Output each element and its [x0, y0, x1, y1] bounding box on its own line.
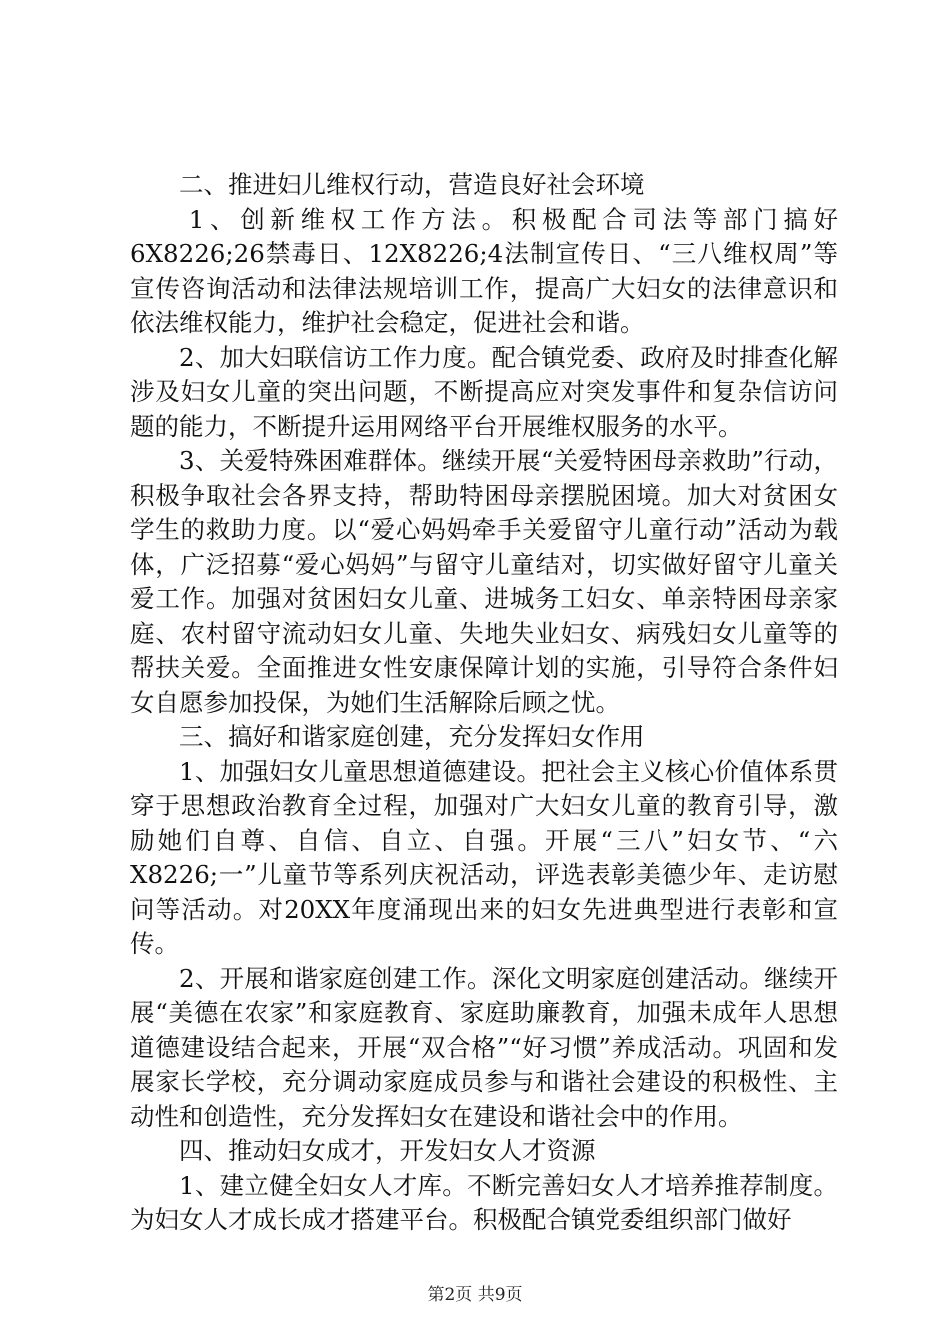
section-heading-2: 二、推进妇儿维权行动，营造良好社会环境: [179, 170, 645, 199]
section-heading-4: 四、推动妇女成才，开发妇女人才资源: [179, 1136, 596, 1165]
paragraph-rights-methods: 1、创新维权工作方法。积极配合司法等部门搞好6X8226;26禁毒日、12X8226;4法制宣传日、“三八维权周”等宣传咨询活动和法律法规培训工作，提高广大妇女的法律意识和依法维权能力，维护社会稳定，促进社会和谐。: [130, 204, 838, 337]
paragraph-petition-work: 2、加大妇联信访工作力度。配合镇党委、政府及时排查化解涉及妇女儿童的突出问题，不断提高应对突发事件和复杂信访问题的能力，不断提升运用网络平台开展维权服务的水平。: [130, 342, 838, 441]
document-body: [130, 168, 838, 1238]
paragraph-moral-education: 1、加强妇女儿童思想道德建设。把社会主义核心价值体系贯穿于思想政治教育全过程，加强对广大妇女儿童的教育引导，激励她们自尊、自信、自立、自强。开展“三八”妇女节、“六X8226;一”儿童节等系列庆祝活动，评选表彰美德少年、走访慰问等活动。对20XX年度涌现出来的妇女先进典型进行表彰和宣传。: [130, 756, 838, 958]
paragraph-talent-pool: 1、建立健全妇女人才库。不断完善妇女人才培养推荐制度。为妇女人才成长成才搭建平台。积极配合镇党委组织部门做好: [130, 1170, 838, 1234]
paragraph-care-vulnerable-groups: 3、关爱特殊困难群体。继续开展“关爱特困母亲救助”行动，积极争取社会各界支持，帮助特困母亲摆脱困境。加大对贫困女学生的救助力度。以“爱心妈妈牵手关爱留守儿童行动”活动为载体，广泛招募“爱心妈妈”与留守儿童结对，切实做好留守儿童关爱工作。加强对贫困妇女儿童、进城务工妇女、单亲特困母亲家庭、农村留守流动妇女儿童、失地失业妇女、病残妇女儿童等的帮扶关爱。全面推进女性安康保障计划的实施，引导符合条件妇女自愿参加投保，为她们生活解除后顾之忧。: [130, 446, 838, 717]
paragraph-harmonious-family: 2、开展和谐家庭创建工作。深化文明家庭创建活动。继续开展“美德在农家”和家庭教育、家庭助廉教育，加强未成年人思想道德建设结合起来，开展“双合格”“好习惯”养成活动。巩固和发展家长学校，充分调动家庭成员参与和谐社会建设的积极性、主动性和创造性，充分发挥妇女在建设和谐社会中的作用。: [130, 963, 838, 1131]
section-heading-3: 三、搞好和谐家庭创建，充分发挥妇女作用: [179, 722, 645, 751]
page-number-footer: 第2页 共9页: [427, 1285, 523, 1305]
